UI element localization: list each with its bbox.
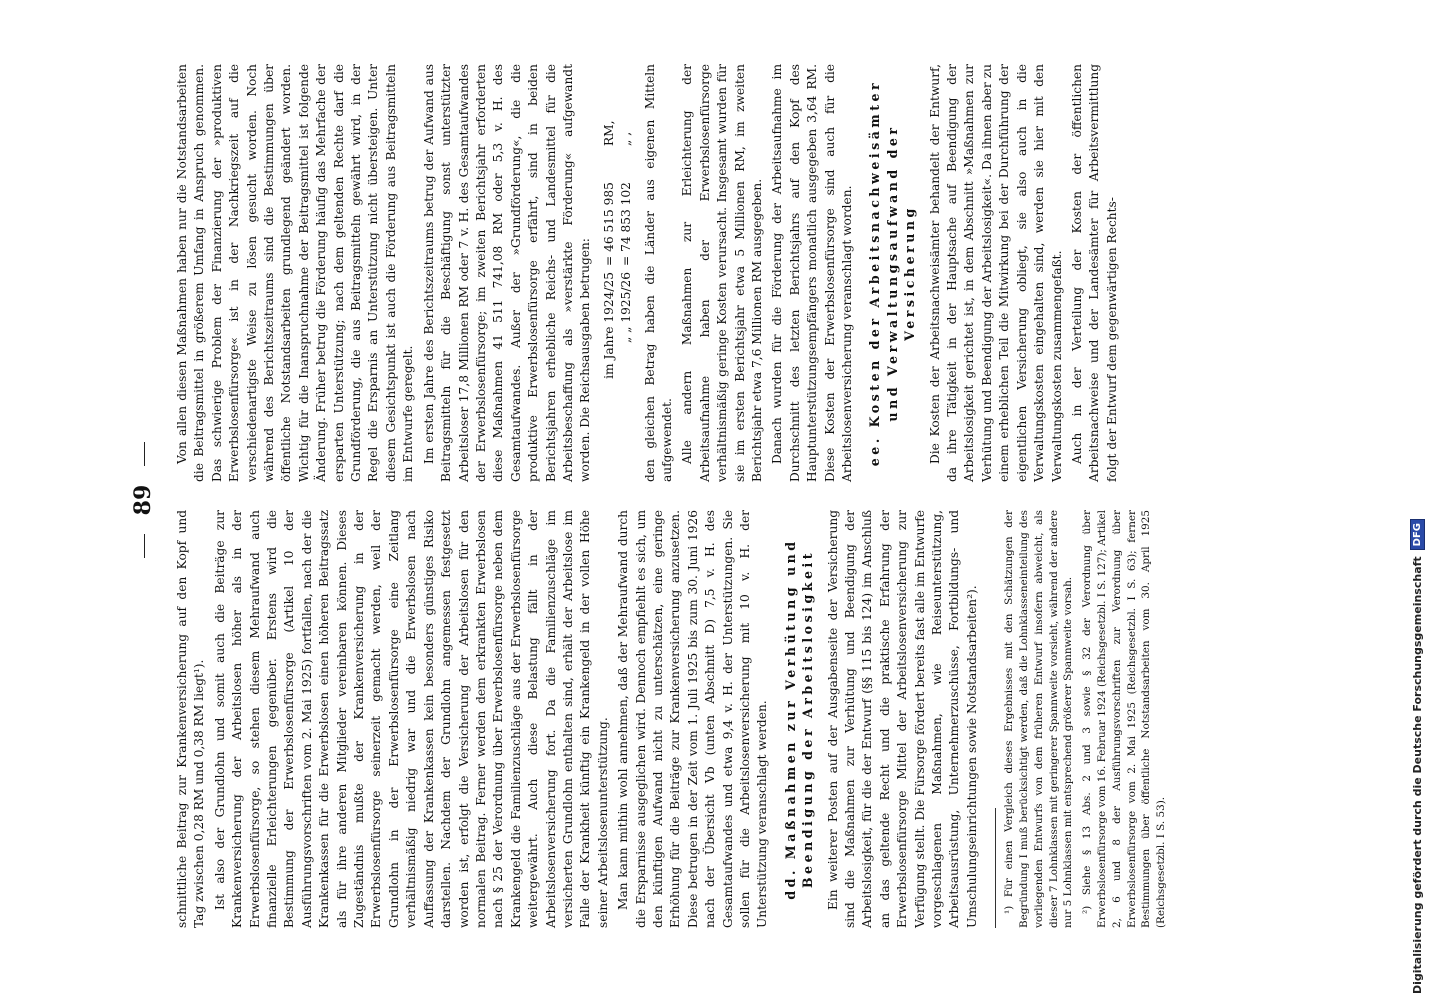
- table-cell-unit: RM,: [601, 120, 616, 146]
- page-number-dash-left: [144, 534, 145, 558]
- table-cell-label: im Jahre 1924/25: [601, 272, 616, 379]
- table-row: [618, 64, 635, 482]
- left-column: [174, 510, 1173, 928]
- dfg-logo-icon: DFG: [1410, 519, 1425, 550]
- paragraph: Im ersten Jahre des Berichtszeitraums betrug der Aufwand aus Beitragsmitteln für die Beschäftigung sonst unterstützter Arbeitsloser 17,8 Millionen RM oder 7 v. H. des Gesamtaufwandes der Erwerbslosenfürsorge; im zweiten Berichtsjahr erforderten diese Maßnahmen 41 511 741,08 RM oder 5,3 v. H. des Gesamtaufwandes. Außer der »Grundförderung«, die die produktive Erwerbslosenfürsorge erfährt, sind in beiden Berichtsjahren erhebliche Reichs- und Landesmittel für die Arbeitsbeschaffung als »verstärkte Förderung« aufgewandt worden. Die Reichsausgaben betrugen:: [421, 64, 593, 482]
- reichsausgaben-table: [601, 64, 636, 482]
- rotated-document-page: [122, 60, 1434, 940]
- table-cell-label: „ „ 1925/26: [619, 272, 634, 344]
- paragraph: Auch in der Verteilung der Kosten der öffentlichen Arbeitsnachweise und der Landesämter für Arbeitsvermittlung folgt der Entwurf dem gegenwärtigen Rechts-: [1069, 64, 1119, 482]
- credit-text: Digitalisierung gefördert durch die Deutsche Forschungsgemeinschaft: [1411, 556, 1424, 994]
- paragraph: Man kann mithin wohl annehmen, daß der Mehraufwand durch die Ersparnisse ausgeglichen wird. Dennoch empfiehlt es sich, um den künftigen Aufwand nicht zu unterschätzen, eine geringe Erhöhung für die Beiträge zur Krankenversicherung anzusetzen. Diese betrugen in der Zeit vom 1. Juli 1925 bis zum 30. Juni 1926 nach der Übersicht Vb (unten Abschnitt D) 7,5 v. H. des Gesamtaufwandes und etwa 9,4 v. H. der Unterstützungen. Sie sollen für die Arbeitslosenversicherung mit 10 v. H. der Unterstützung veranschlagt werden.: [616, 510, 770, 928]
- table-cell-unit: „ ,: [619, 131, 634, 146]
- digitization-credit: [1410, 519, 1425, 994]
- paragraph: Die Kosten der Arbeitsnachweisämter behandelt der Entwurf, da ihre Tätigkeit in der Hauptsache auf Beendigung der Arbeitslosigkeit gerichtet ist, in dem Abschnitt »Maßnahmen zur Verhütung und Beendigung der Arbeitslosigkeit«. Da ihnen aber zu einem erheblichen Teil die Mitwirkung bei der Durchführung der eigentlichen Versicherung obliegt, sie also auch in die Verwaltungskosten eingehalten sind, werden sie hier mit den Verwaltungskosten zusammengefaßt.: [927, 64, 1064, 482]
- table-cell-value: = 46 515 985: [601, 182, 616, 266]
- paragraph: Ein weiterer Posten auf der Ausgabenseite der Versicherung sind die Maßnahmen zur Verhütung und Beendigung der Arbeitslosigkeit, für die der Entwurf (§§ 115 bis 124) im Anschluß an das geltende Recht und die praktische Erfahrung der Erwerbslosenfürsorge Mittel der Arbeitslosenversicherung zur Verfügung stellt. Die Fürsorge fördert bereits fast alle im Entwurfe vorgeschlagenen Maßnahmen, wie Reiseunterstützung, Arbeitsausrüstung, Unternehmerzuschüsse, Fortbildungs- und Umschulungseinrichtungen sowie Notstandsarbeiten²).: [825, 510, 979, 928]
- paragraph: Alle andern Maßnahmen zur Erleichterung der Arbeitsaufnahme haben der Erwerbslosenfürsorge verhältnismäßig geringe Kosten verursacht. Insgesamt wurden für sie im ersten Berichtsjahr etwa 5 Millionen RM, im zweiten Berichtsjahr etwa 7,6 Millionen RM ausgegeben.: [680, 64, 764, 482]
- section-heading-ee: ee. Kosten der Arbeitsnachweisämter und Verwaltungsaufwand der Versicherung: [867, 79, 918, 467]
- paragraph: Von allen diesen Maßnahmen haben nur die Notstandsarbeiten die Beitragsmittel in größerem Umfang in Anspruch genommen. Das schwierige Problem der Finanzierung der »produktiven Erwerbslosenfürsorge« ist in der Nachkriegszeit auf die verschiedenartigste Weise zu lösen gesucht worden. Noch während des Berichtszeitraums sind die Bestimmungen über öffentliche Notstandsarbeiten grundlegend geändert worden. Wichtig für die Inanspruchnahme der Beitragsmittel ist folgende Änderung. Früher betrug die Förderung häufig das Mehrfache der ersparten Unterstützung; nach dem geltenden Rechte darf die Grundförderung, die aus Beitragsmitteln gewährt wird, in der Regel die Ersparnis an Unterstützung nicht übersteigen. Unter diesem Gesichtspunkt ist auch die Förderung aus Beitragsmitteln im Entwurfe geregelt.: [175, 64, 416, 482]
- paragraph: schnittliche Beitrag zur Krankenversicherung auf den Kopf und Tag zwischen 0,28 RM und 0,38 RM liegt¹).: [175, 510, 207, 928]
- footnote: ¹) Für einen Vergleich dieses Ergebnisses mit den Schätzungen der Begründung I muß berücksichtigt werden, daß die Lohnklasseneinteilung des vorliegenden Entwurfs von dem früheren Entwurf insofern abweicht, als dieser 7 Lohnklassen mit geringerer Spannweite vorsieht, während der andere nur 5 Lohnklassen mit entsprechend größerer Spannweite vorsah.: [1003, 510, 1075, 928]
- footnote-separator: [995, 808, 996, 928]
- table-cell-value: = 74 853 102: [619, 182, 634, 266]
- section-heading-dd: dd. Maßnahmen zur Verhütung und Beendigung der Arbeitslosigkeit: [782, 538, 816, 900]
- page-number: 89: [130, 484, 156, 516]
- paragraph: den gleichen Betrag haben die Länder aus eigenen Mitteln aufgewendet.: [642, 64, 674, 482]
- footnote: ²) Siehe § 13 Abs. 2 und 3 sowie § 32 der Verordnung über Erwerbslosenfürsorge vom 16. Februar 1924 (Reichsgesetzbl. I S. 127); Artikel 2, 6 und 8 der Ausführungsvorschriften zur Verordnung über Erwerbslosenfürsorge vom 2. Mai 1925 (Reichsgesetzbl. I S. 63); ferner Bestimmungen über öffentliche Notstandsarbeiten vom 30. April 1925 (Reichsgesetzbl. I S. 53).: [1081, 510, 1168, 928]
- page-number-dash-right: [144, 442, 145, 466]
- right-column: [174, 64, 1124, 482]
- paragraph: Ist also der Grundlohn und somit auch die Beiträge zur Krankenversicherung der Arbeitslosen höher als in der Erwerbslosenfürsorge, so stehen diesem Mehraufwand auch finanzielle Erleichterungen gegenüber. Erstens wird die Bestimmung der Erwerbslosenfürsorge (Artikel 10 der Ausführungsvorschriften vom 2. Mai 1925) fortfallen, nach der die Krankenkassen für die Erwerbslosen einen höheren Beitragssatz als für ihre anderen Mitglieder vereinbaren können. Dieses Zugeständnis mußte der Krankenversicherung in der Erwerbslosenfürsorge seinerzeit gemacht werden, weil der Grundlohn in der Erwerbslosenfürsorge eine Zeitlang verhältnismäßig niedrig war und die Erwerbslosen nach Auffassung der Krankenkassen kein besonders günstiges Risiko darstellen. Nachdem der Grundlohn angemessen festgesetzt worden ist, erfolgt die Versicherung der Arbeitslosen für den normalen Beitrag. Ferner werden dem erkrankten Erwerbslosen nach § 25 der Verordnung über Erwerbslosenfürsorge neben dem Krankengeld die Familienzuschläge aus der Erwerbslosenfürsorge weitergewährt. Auch diese Belastung fällt in der Arbeitslosenversicherung fort. Da die Familienzuschläge im versicherten Grundlohn enthalten sind, erhält der Arbeitslose im Falle der Krankheit künftig ein Krankengeld in der vollen Höhe seiner Arbeitslosenunterstützung.: [212, 510, 610, 928]
- paragraph: Danach wurden für die Förderung der Arbeitsaufnahme im Durchschnitt des letzten Berichtsjahrs auf den Kopf des Hauptunterstützungsempfängers monatlich ausgegeben 3,64 RM. Diese Kosten der Erwerbslosenfürsorge sind auch für die Arbeitslosenversicherung veranschlagt worden.: [770, 64, 855, 482]
- table-row: [601, 64, 618, 482]
